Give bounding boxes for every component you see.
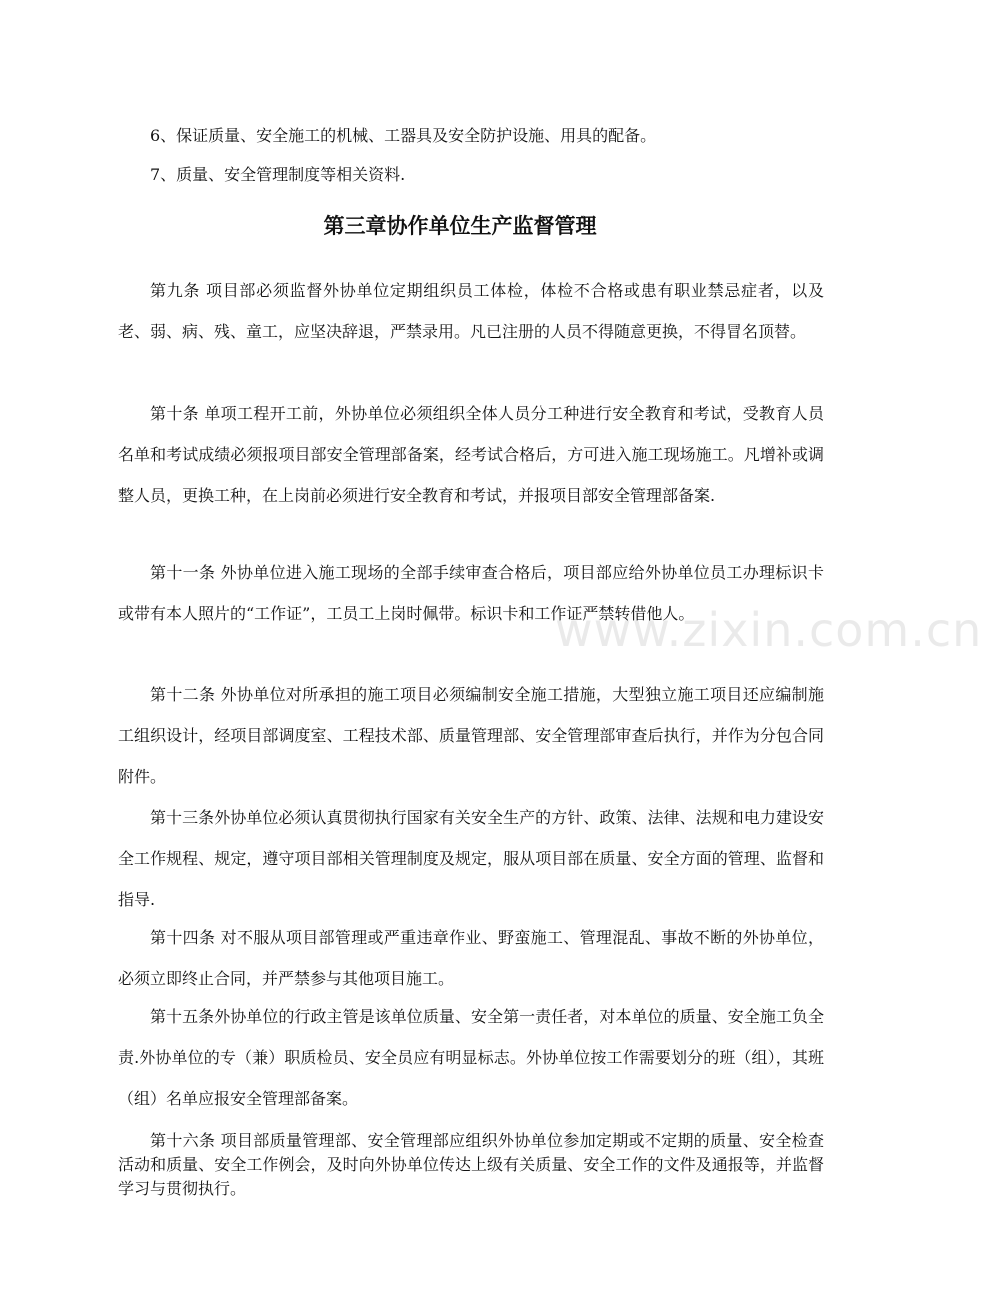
article-14: 第十四条 对不服从项目部管理或严重违章作业、野蛮施工、管理混乱、事故不断的外协单位，必须立即终止合同，并严禁参与其他项目施工。 [118, 928, 824, 988]
article-12: 第十二条 外协单位对所承担的施工项目必须编制安全施工措施，大型独立施工项目还应编制施工组织设计，经项目部调度室、工程技术部、质量管理部、安全管理部审查后执行，并作为分包合同附件。 [118, 685, 824, 786]
article-15: 第十五条外协单位的行政主管是该单位质量、安全第一责任者，对本单位的质量、安全施工负全责.外协单位的专（兼）职质检员、安全员应有明显标志。外协单位按工作需要划分的班（组），其班（组）名单应报安全管理部备案。 [118, 1007, 824, 1108]
item-6: 6、保证质量、安全施工的机械、工器具及安全防护设施、用具的配备。 [150, 126, 657, 145]
item-7: 7、质量、安全管理制度等相关资料. [150, 165, 406, 184]
chapter-title: 第三章协作单位生产监督管理 [323, 213, 597, 238]
article-10: 第十条 单项工程开工前，外协单位必须组织全体人员分工种进行安全教育和考试，受教育人员名单和考试成绩必须报项目部安全管理部备案，经考试合格后，方可进入施工现场施工。凡增补或调整人员，更换工种，在上岗前必须进行安全教育和考试，并报项目部安全管理部备案. [118, 404, 824, 505]
article-9: 第九条 项目部必须监督外协单位定期组织员工体检，体检不合格或患有职业禁忌症者，以及老、弱、病、残、童工，应坚决辞退，严禁录用。凡已注册的人员不得随意更换，不得冒名顶替。 [118, 281, 824, 341]
article-11: 第十一条 外协单位进入施工现场的全部手续审查合格后，项目部应给外协单位员工办理标识卡或带有本人照片的“工作证”，工员工上岗时佩带。标识卡和工作证严禁转借他人。 [118, 563, 824, 623]
article-16: 第十六条 项目部质量管理部、安全管理部应组织外协单位参加定期或不定期的质量、安全检查活动和质量、安全工作例会，及时向外协单位传达上级有关质量、安全工作的文件及通报等，并监督学习与贯彻执行。 [118, 1131, 824, 1198]
watermark: www.zixin.com.cn [555, 603, 982, 657]
article-13: 第十三条外协单位必须认真贯彻执行国家有关安全生产的方针、政策、法律、法规和电力建设安全工作规程、规定，遵守项目部相关管理制度及规定，服从项目部在质量、安全方面的管理、监督和指导. [118, 808, 824, 909]
